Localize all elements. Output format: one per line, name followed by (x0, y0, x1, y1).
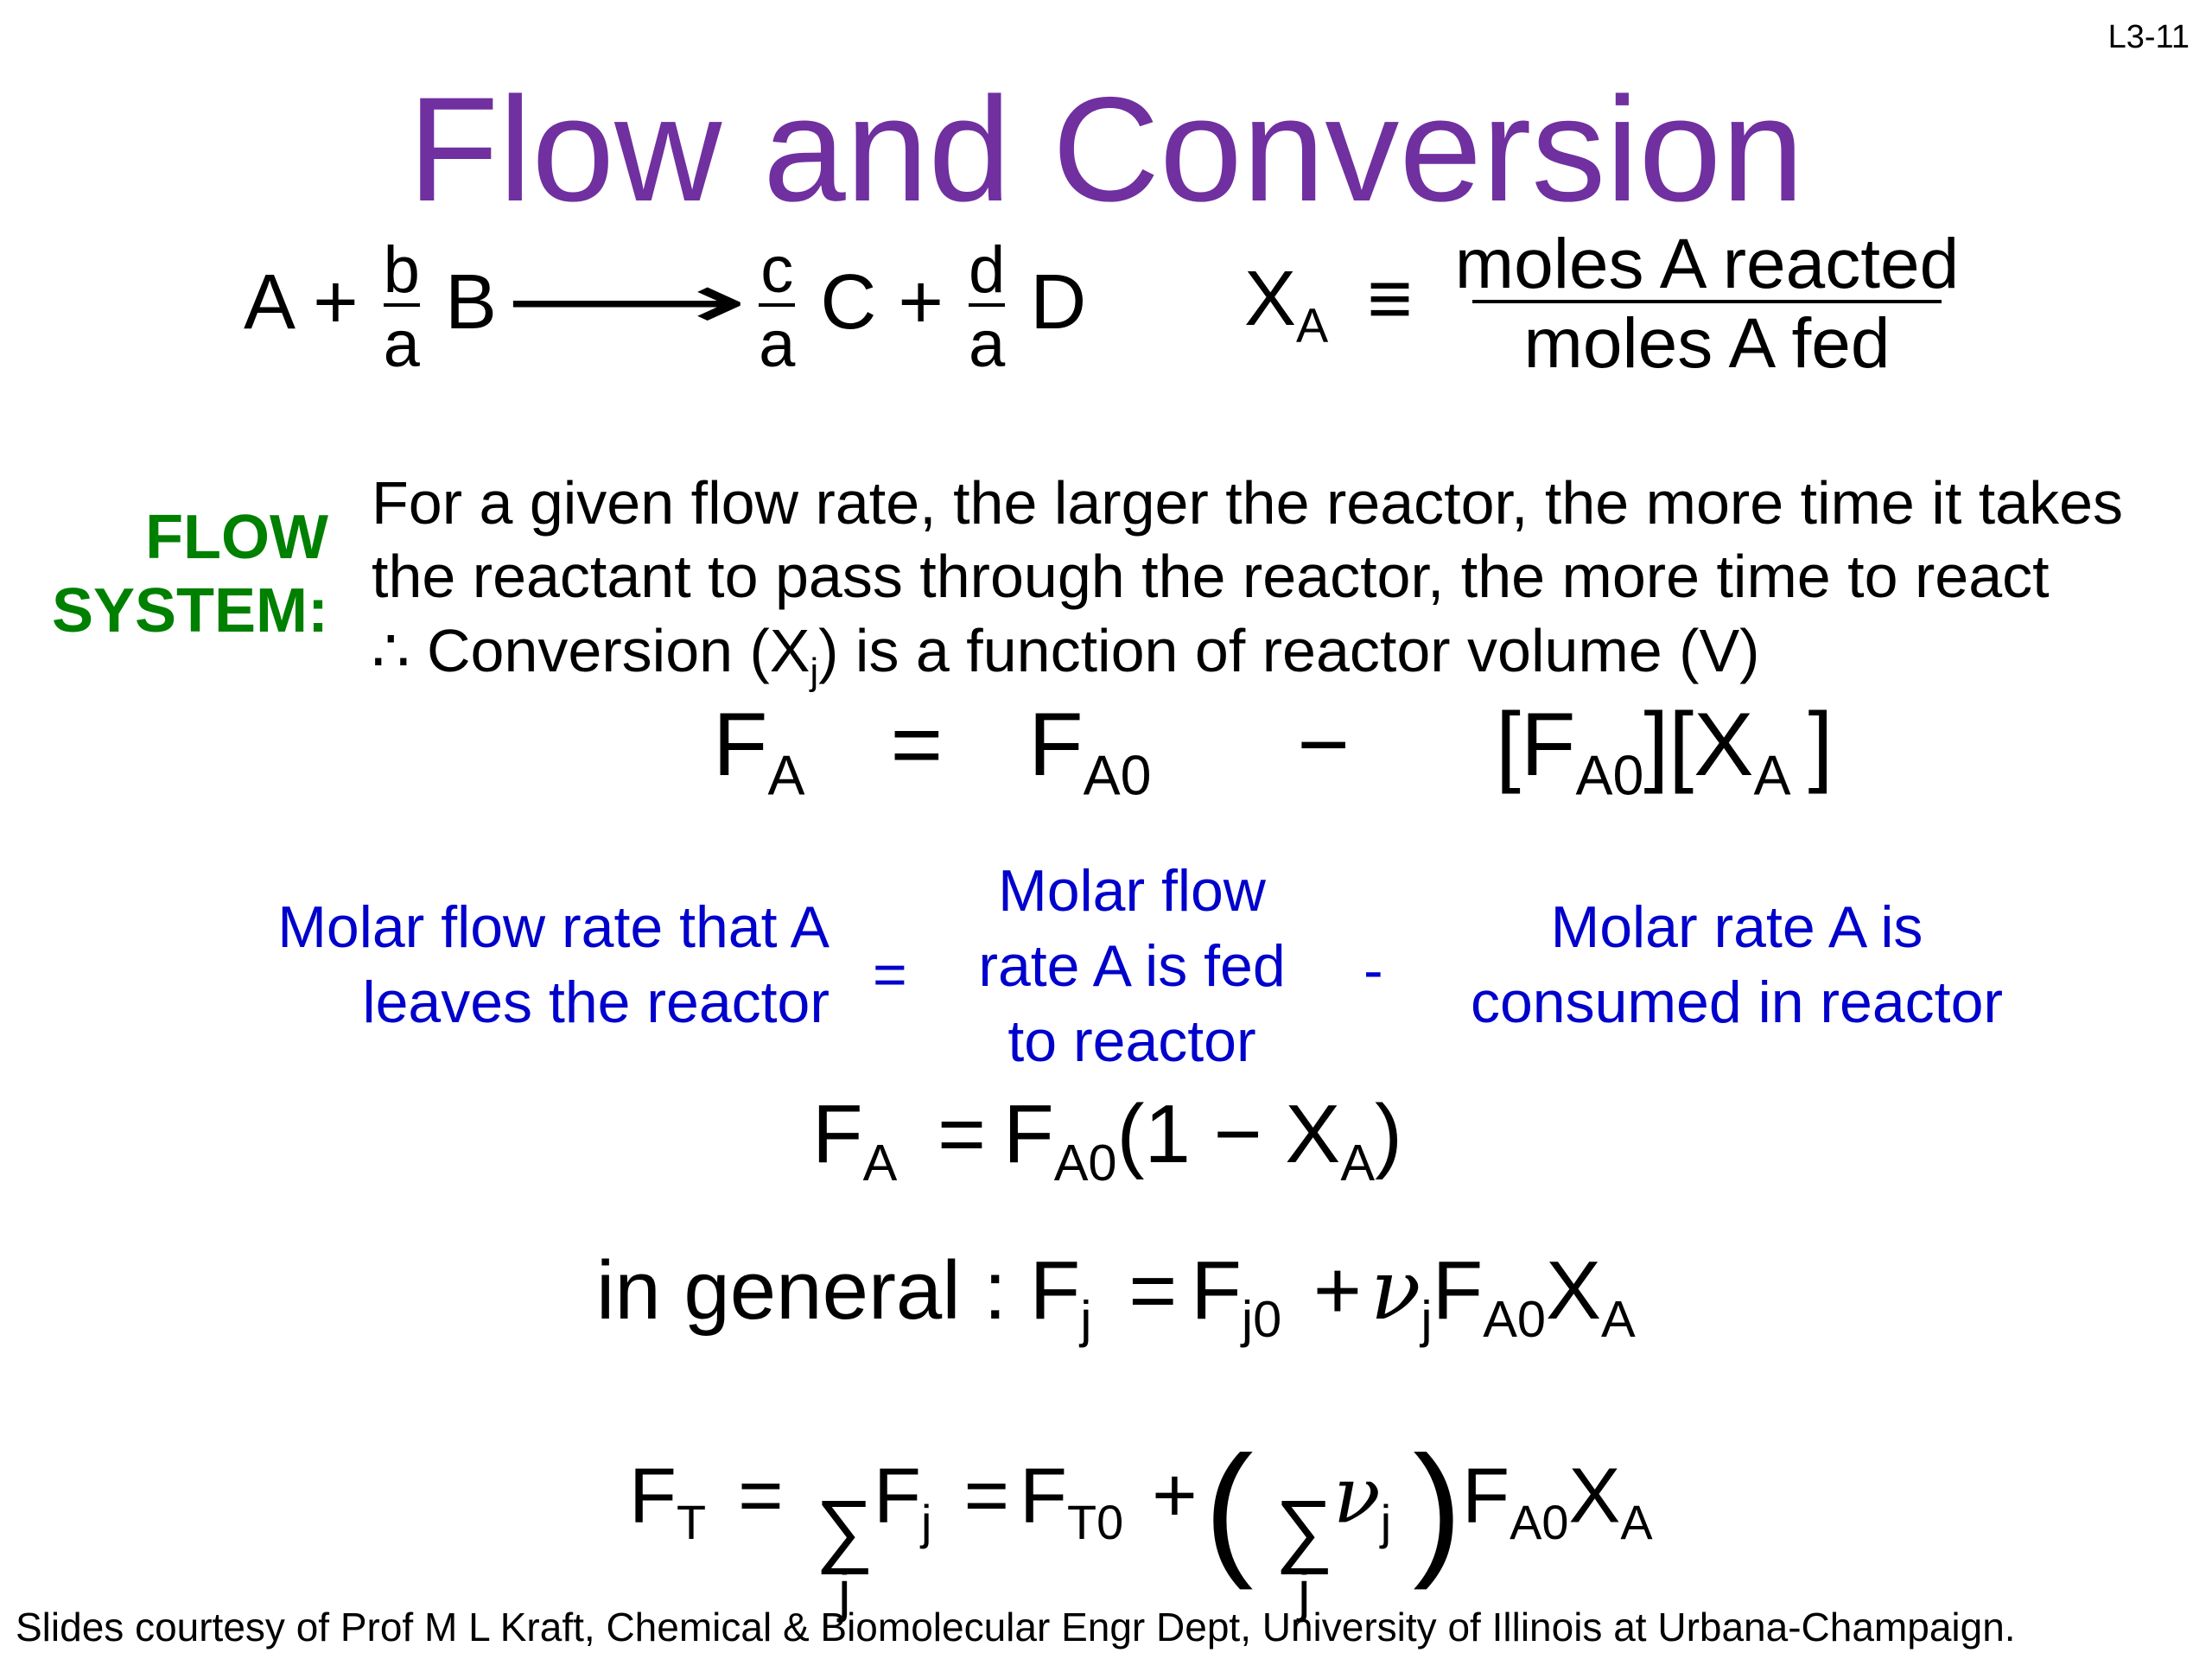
equals-sign: = (938, 1088, 987, 1180)
flow-text-line: For a given flow rate, the larger the reactor, the more time it takes (372, 469, 2124, 537)
subscript-a: A (862, 1133, 898, 1192)
general-equation (596, 1242, 1636, 1348)
mole-balance-equation (713, 695, 1834, 807)
word-left (225, 890, 830, 1040)
symbol-f: F (713, 695, 768, 795)
denominator-a: a (759, 303, 795, 378)
word-right (1434, 890, 2039, 1040)
subscript-a0: A0 (1510, 1494, 1569, 1549)
coefficient-c-over-a (759, 233, 796, 381)
subscript-a0: A0 (1483, 1289, 1546, 1348)
sum-index: j (838, 1559, 851, 1623)
equals-sign: = (963, 1452, 1010, 1540)
equiv-sign: ≡ (1367, 255, 1413, 342)
word-line: to reactor (1007, 1008, 1256, 1075)
symbol-f: F (1028, 695, 1084, 795)
general-prefix: in general : (596, 1244, 1030, 1337)
symbol-x: X (1546, 1244, 1602, 1337)
denominator-a: a (384, 303, 420, 378)
flow-label-line: FLOW (145, 503, 328, 572)
paren: ) (1413, 1426, 1463, 1591)
denominator-a: a (969, 303, 1005, 378)
symbol-x: X (1568, 1452, 1621, 1540)
sum-index: j (1298, 1559, 1311, 1623)
symbol-f: F (812, 1088, 863, 1180)
conversion-subscript: A (1296, 297, 1329, 353)
system-label-line: SYSTEM: (51, 575, 328, 645)
numerator-b: b (383, 233, 420, 307)
flow-system-label (26, 501, 328, 648)
species-c: C (820, 258, 877, 346)
minus-sign: − (1297, 695, 1351, 795)
word-minus: - (1363, 938, 1383, 1003)
species-a: A (244, 258, 292, 346)
conversion-definition (1244, 225, 1962, 383)
one-minus: 1 − (1144, 1088, 1286, 1180)
word-line: rate A is fed (978, 933, 1286, 1000)
plus-sign: + (1313, 1244, 1362, 1337)
subscript-j: j (1080, 1289, 1092, 1348)
subscript-a: A (1620, 1494, 1653, 1549)
plus-sign: + (898, 258, 944, 346)
symbol-f: F (1003, 1088, 1054, 1180)
word-line: Molar rate A is (1550, 894, 1923, 960)
slide-number: L3-11 (2107, 19, 2190, 55)
reaction-arrow: ⟶ (503, 258, 749, 346)
reaction-equation (244, 233, 1087, 381)
conversion-numerator: moles A reacted (1454, 225, 1960, 303)
coefficient-d-over-a (968, 233, 1006, 381)
subscript-t: T (676, 1494, 707, 1549)
numerator-d: d (968, 233, 1006, 307)
flow-text-line (372, 614, 2123, 696)
flow-text-part: ) is a function of reactor volume (V) (818, 616, 1760, 684)
symbol-f: F (1191, 1244, 1242, 1337)
subscript-a0: A0 (1083, 744, 1152, 807)
subscript-j: j (921, 1494, 932, 1549)
word-middle (942, 854, 1322, 1079)
symbol-f: F (1029, 1244, 1081, 1337)
conversion-denominator: moles A fed (1472, 300, 1942, 379)
subscript-j: j (1380, 1494, 1392, 1549)
nu-symbol: ν (1370, 1242, 1421, 1338)
flow-text-line: the reactant to pass through the reactor, the more time to react (372, 543, 2050, 611)
conversion-symbol: X (1244, 255, 1297, 342)
summation (815, 1483, 874, 1623)
slide-title: Flow and Conversion (408, 67, 1804, 232)
equals-sign: = (1128, 1244, 1178, 1337)
plus-sign: + (1152, 1452, 1198, 1540)
summation (1274, 1483, 1334, 1623)
bracket: [ (1496, 695, 1521, 795)
symbol-f: F (1432, 1244, 1484, 1337)
subscript-a0: A0 (1053, 1133, 1117, 1192)
symbol-f: F (1020, 1452, 1067, 1540)
sigma-icon: ∑ (815, 1483, 874, 1575)
word-line: Molar flow (998, 858, 1266, 924)
symbol-f: F (629, 1452, 677, 1540)
numerator-c: c (760, 233, 794, 307)
word-line: leaves the reactor (362, 969, 830, 1036)
bracket: ] (1808, 695, 1834, 795)
subscript-a: A (1601, 1289, 1636, 1348)
bracket: ][ (1643, 695, 1694, 795)
coefficient-b-over-a (383, 233, 420, 381)
flow-text-subscript: j (810, 651, 819, 693)
flow-description (372, 467, 2123, 696)
equals-sign: = (738, 1452, 784, 1540)
word-equals: = (873, 942, 907, 1007)
subscript-a: A (1753, 744, 1791, 807)
paren: ( (1204, 1426, 1254, 1591)
symbol-x: X (1694, 695, 1754, 795)
word-line: Molar flow rate that A (277, 894, 830, 960)
subscript-a: A (767, 744, 805, 807)
total-flow-equation (629, 1426, 1653, 1623)
footer-credit: Slides courtesy of Prof M L Kraft, Chemical & Biomolecular Engr Dept, University of Illinois at Urbana-Champaign. (16, 1605, 2016, 1649)
symbol-f: F (874, 1452, 922, 1540)
flow-text-part: ∴ Conversion (X (372, 616, 810, 684)
subscript-a0: A0 (1575, 744, 1644, 807)
symbol-f: F (1520, 695, 1576, 795)
symbol-f: F (1462, 1452, 1510, 1540)
word-line: consumed in reactor (1470, 969, 2004, 1036)
fa-equation (812, 1088, 1402, 1192)
paren: ) (1375, 1088, 1402, 1180)
symbol-x: X (1285, 1088, 1341, 1180)
conversion-fraction (1454, 225, 1960, 383)
subscript-j: j (1421, 1289, 1433, 1348)
plus-sign: + (313, 258, 359, 346)
subscript-t0: T0 (1067, 1494, 1124, 1549)
subscript-a: A (1340, 1133, 1376, 1192)
nu-symbol: ν (1333, 1450, 1381, 1541)
paren: ( (1116, 1088, 1145, 1180)
equals-sign: = (890, 695, 944, 795)
species-d: D (1030, 258, 1087, 346)
species-b: B (444, 258, 497, 346)
subscript-j0: j0 (1241, 1289, 1282, 1348)
sigma-icon: ∑ (1274, 1483, 1334, 1575)
